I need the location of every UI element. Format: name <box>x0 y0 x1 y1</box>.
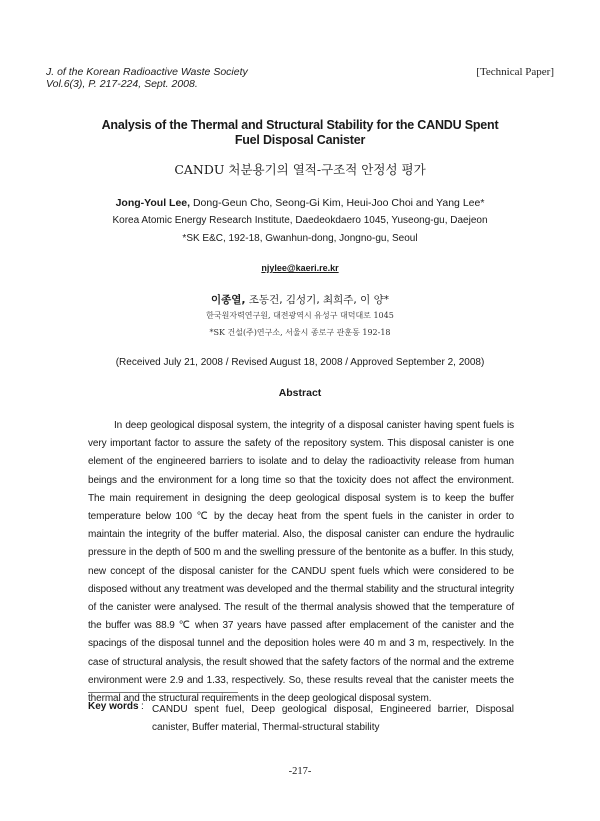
title-line-1: Analysis of the Thermal and Structural Stability for the CANDU Spent <box>101 118 499 132</box>
korean-affiliation-secondary: *SK 건설(주)연구소, 서울시 종로구 관훈동 192-18 <box>209 328 391 337</box>
lead-author: Jong-Youl Lee, <box>115 197 191 209</box>
author-email-link[interactable]: njylee@kaeri.re.kr <box>261 263 339 273</box>
keywords-list: CANDU spent fuel, Deep geological disposal, Engineered barrier, Disposal canister, Buffer material, Thermal-structural stability <box>152 704 514 733</box>
journal-volume: Vol.6(3), P. 217-224, Sept. 2008. <box>46 78 198 90</box>
affiliation-primary: Korea Atomic Energy Research Institute, Daedeokdaero 1045, Yuseong-gu, Daejeon <box>112 215 488 226</box>
co-authors: Dong-Geun Cho, Seong-Gi Kim, Heui-Joo Choi and Yang Lee* <box>192 197 485 209</box>
korean-title: CANDU 처분용기의 열적-구조적 안정성 평가 <box>174 162 426 177</box>
abstract-body: In deep geological disposal system, the integrity of a disposal canister having spent fuels is very important factor to assure the safety of the repository system. This disposal canister is one element of the engineered barriers to isolate and to delay the radioactivity release from human beings and the environment for a long time so that the toxicity does not affect the environment. The main requirement in designing the deep geological disposal system is to keep the buffer temperature below 100 ℃ by the decay heat from the spent fuels in the canister in order to maintain the integrity of the buffer material. Also, the disposal canister can endure the hydraulic pressure in the depth of 500 m and the swelling pressure of the bentonite as a buffer. In this study, new concept of the disposal canister for the CANDU spent fuels which were considered to be disposed without any treatment was developed and the thermal stability and the structural integrity of the canister were analysed. The result of the thermal analysis showed that the temperature of the buffer was 88.9 ℃ when 37 years have passed after emplacement of the canister and the spacings of the disposal tunnel and the deposition holes were 40 m and 3 m, respectively. In the case of structural analysis, the result showed that the safety factors of the normal and the extreme environment were 2.9 and 1.33, respectively. So, these results reveal that the canister meets the thermal and the structural requirements in the deep geological disposal system. <box>88 420 514 705</box>
page-number: -217- <box>288 766 312 777</box>
journal-citation <box>46 66 248 90</box>
paper-title <box>60 118 540 148</box>
korean-affiliation-primary: 한국원자력연구원, 대전광역시 유성구 대덕대로 1045 <box>206 311 394 320</box>
author-list <box>40 197 560 209</box>
korean-author-list <box>40 292 560 307</box>
received-dates: (Received July 21, 2008 / Revised August 18, 2008 / Approved September 2, 2008) <box>115 357 485 368</box>
keywords-label: Key words <box>88 701 139 712</box>
keywords-colon: : <box>141 701 144 712</box>
korean-lead-author: 이종열, <box>211 294 246 306</box>
title-line-2: Fuel Disposal Canister <box>234 133 366 147</box>
journal-name: J. of the Korean Radioactive Waste Society <box>46 66 248 78</box>
paper-type-label: [Technical Paper] <box>476 66 554 78</box>
abstract-heading: Abstract <box>278 387 322 399</box>
divider <box>88 692 238 693</box>
korean-co-authors: 조동건, 김성기, 최희주, 이 양* <box>248 294 389 306</box>
affiliation-secondary: *SK E&C, 192-18, Gwanhun-dong, Jongno-gu, Seoul <box>182 233 418 244</box>
